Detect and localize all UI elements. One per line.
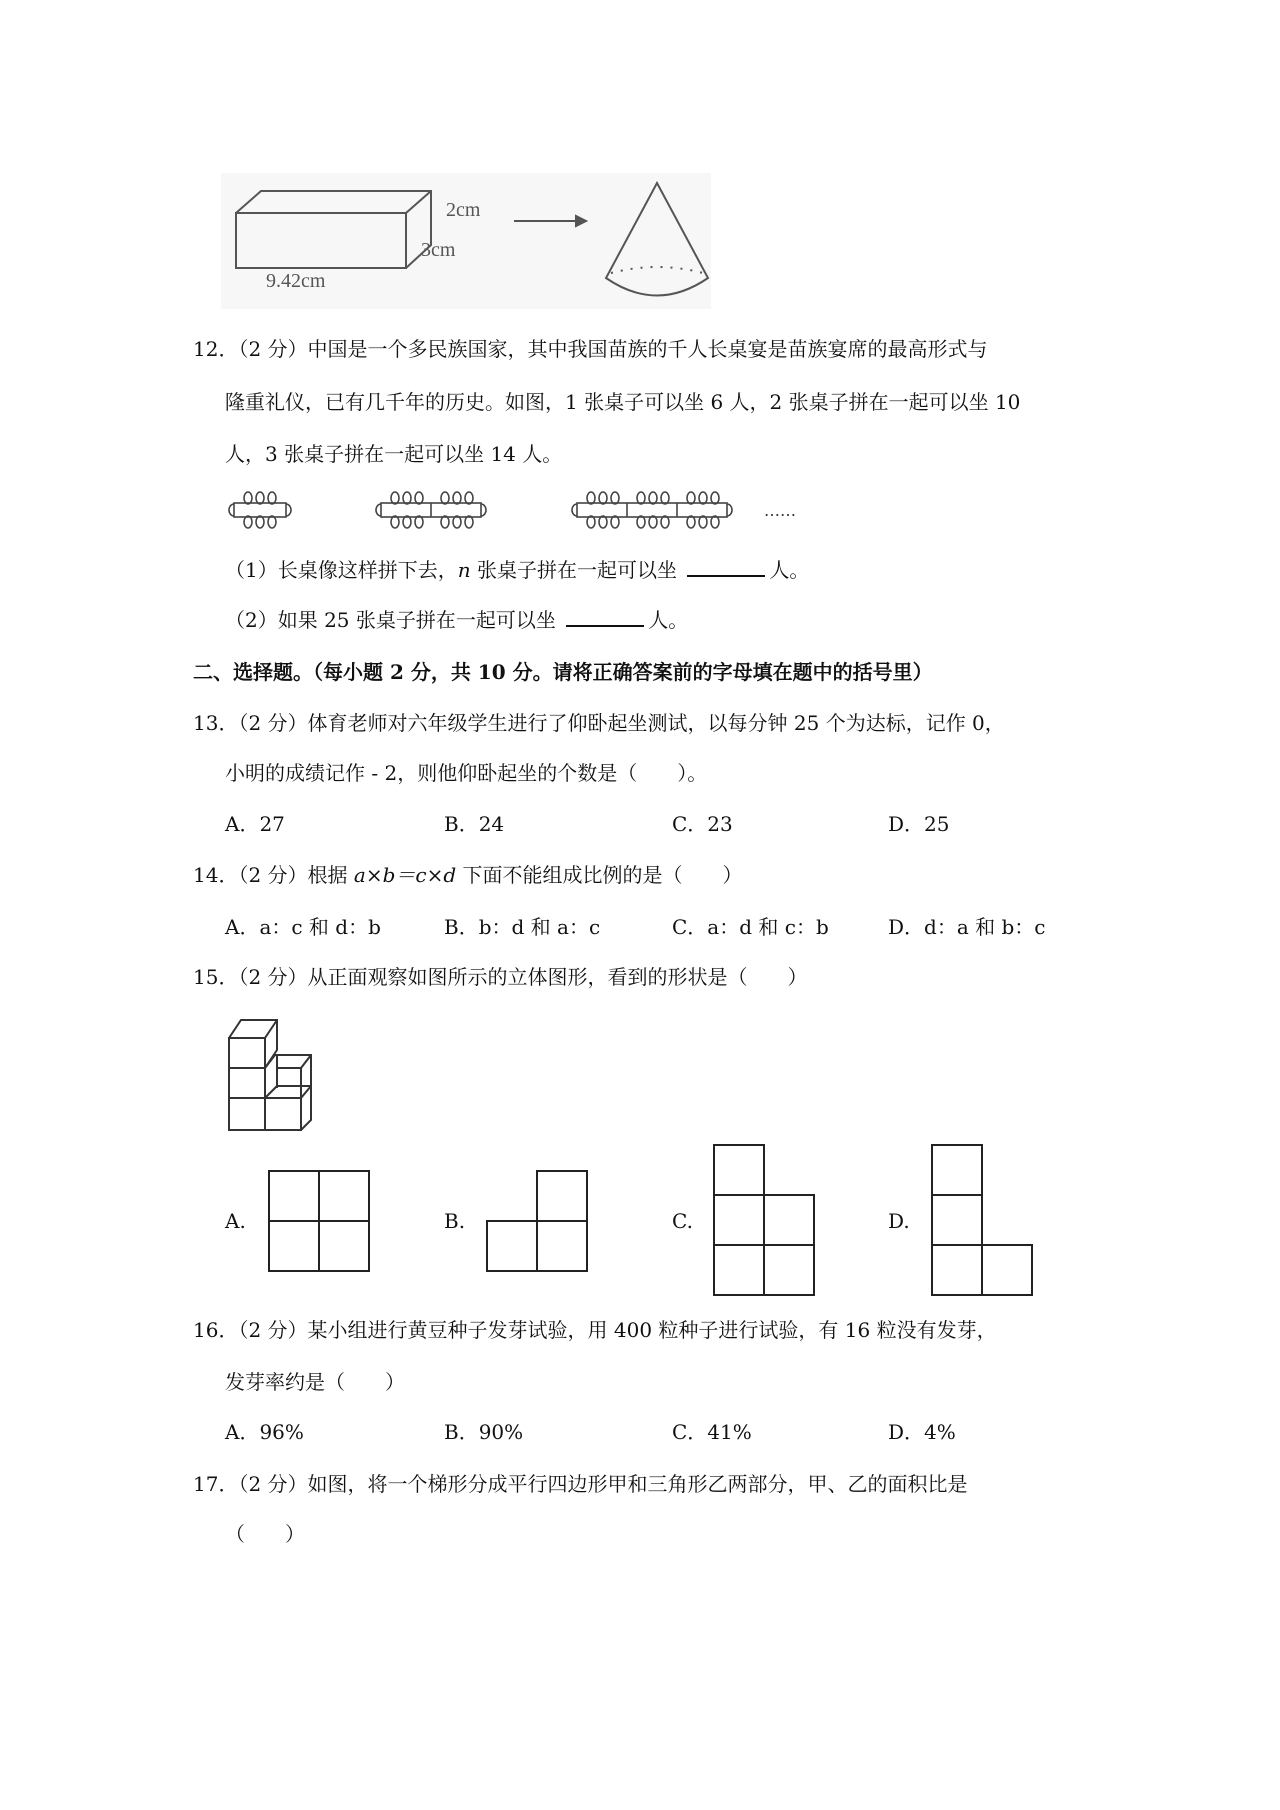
q16-option-b[interactable]: B．90% (444, 1420, 524, 1444)
width-label: 3cm (421, 239, 456, 261)
q12-line1: 12．（2 分）中国是一个多民族国家，其中我国苗族的千人长桌宴是苗族宴席的最高形式与 (193, 337, 988, 361)
option-c-shape[interactable] (713, 1144, 817, 1298)
q14-option-a[interactable]: A．a：c 和 d：b (225, 915, 381, 939)
q14-option-d[interactable]: D．d：a 和 b：c (888, 915, 1046, 939)
cube-stack-figure (225, 1008, 335, 1133)
answer-blank-1[interactable] (687, 557, 765, 577)
q15-option-a[interactable]: A. (225, 1209, 246, 1233)
q12-sub1 (225, 557, 809, 583)
ellipsis: …… (764, 501, 796, 520)
sub1-end: 人。 (769, 558, 810, 582)
q14-text-post: 下面不能组成比例的是（ ） (456, 863, 743, 887)
q13-line2: 小明的成绩记作 - 2，则他仰卧起坐的个数是（ ）。 (225, 761, 708, 785)
sub2-end: 人。 (648, 608, 689, 632)
q14-line1 (193, 862, 743, 888)
q16-option-d[interactable]: D．4% (888, 1420, 956, 1444)
q12-line3: 人，3 张桌子拼在一起可以坐 14 人。 (225, 442, 563, 466)
q17-line2: （ ） (225, 1522, 305, 1546)
q14-option-b[interactable]: B．b：d 和 a：c (444, 915, 601, 939)
q14-formula: a×b＝c×d (353, 863, 457, 887)
q15-option-b[interactable]: B. (444, 1209, 466, 1233)
q13-option-c[interactable]: C．23 (672, 812, 733, 836)
sub1-text-post: 张桌子拼在一起可以坐 (470, 558, 677, 582)
q13-line1: 13．（2 分）体育老师对六年级学生进行了仰卧起坐测试，以每分钟 25 个为达标，记作 0， (193, 711, 1005, 735)
q15-option-c[interactable]: C. (672, 1209, 693, 1233)
q16-option-a[interactable]: A．96% (225, 1420, 304, 1444)
q16-line1: 16．（2 分）某小组进行黄豆种子发芽试验，用 400 粒种子进行试验，有 16 粒没有发芽， (193, 1318, 997, 1342)
q15-line1: 15．（2 分）从正面观察如图所示的立体图形，看到的形状是（ ） (193, 965, 808, 989)
option-a-shape[interactable] (268, 1170, 372, 1274)
height-label: 2cm (446, 199, 481, 221)
q17-line1: 17．（2 分）如图，将一个梯形分成平行四边形甲和三角形乙两部分，甲、乙的面积比是 (193, 1472, 968, 1496)
option-b-shape[interactable] (486, 1170, 590, 1274)
answer-blank-2[interactable] (566, 607, 644, 627)
q12-sub2 (225, 607, 688, 633)
sub2-text: （2）如果 25 张桌子拼在一起可以坐 (225, 608, 556, 632)
q13-option-b[interactable]: B．24 (444, 812, 505, 836)
sub1-var: n (457, 558, 471, 582)
q16-option-c[interactable]: C．41% (672, 1420, 752, 1444)
section-heading: 二、选择题。（每小题 2 分，共 10 分。请将正确答案前的字母填在题中的括号里） (193, 660, 933, 684)
q12-line2: 隆重礼仪，已有几千年的历史。如图，1 张桌子可以坐 6 人，2 张桌子拼在一起可以坐 10 (225, 390, 1021, 414)
q15-option-d[interactable]: D. (888, 1209, 910, 1233)
sub1-text: （1）长桌像这样拼下去， (225, 558, 458, 582)
q14-option-c[interactable]: C．a：d 和 c：b (672, 915, 829, 939)
length-label: 9.42cm (266, 270, 326, 292)
cuboid-to-cone-figure (221, 173, 711, 309)
q16-line2: 发芽率约是（ ） (225, 1370, 405, 1394)
q13-option-a[interactable]: A．27 (225, 812, 285, 836)
q13-option-d[interactable]: D．25 (888, 812, 950, 836)
q14-text: 14．（2 分）根据 (193, 863, 354, 887)
option-d-shape[interactable] (931, 1144, 1035, 1298)
long-table-figure (224, 490, 814, 530)
